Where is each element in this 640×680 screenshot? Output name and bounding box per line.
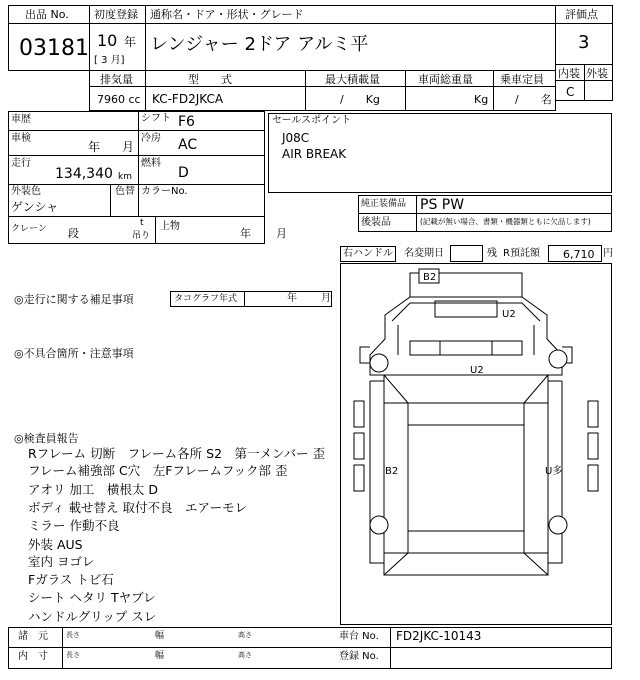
aircon-label: 冷房 [141, 133, 161, 144]
mark-u2-body: U2 [470, 365, 484, 376]
inspection-label: 車検 [11, 133, 31, 144]
capacity-value: / 名 [515, 93, 552, 106]
report-line: フレーム補強部 C穴 左Fフレームフック部 歪 [28, 463, 288, 478]
lot-label: 出品 No. [25, 8, 69, 21]
displacement-label: 排気量 [100, 73, 133, 86]
tachograph-label: タコグラフ年式 [174, 294, 238, 304]
registration-year: 10 [97, 31, 118, 50]
right-hand-drive-label: 右ハンドル [343, 248, 393, 259]
sales-point-line: J08C [282, 131, 310, 145]
report-line: ミラー 作動不良 [28, 518, 120, 533]
truck-damage-diagram [340, 263, 612, 625]
registration-number-label: 登録 No. [339, 651, 379, 662]
report-line: 室内 ヨゴレ [28, 554, 95, 569]
mark-u-right: U多 [545, 466, 563, 477]
report-line: Fガラス トビ石 [28, 572, 114, 587]
gross-weight-value: Kg [474, 93, 489, 106]
exterior-label: 外装 [586, 67, 608, 80]
color-number-label: カラーNo. [141, 186, 188, 197]
remaining-label: 残 [487, 248, 497, 259]
aftermarket-label: 後装品 [361, 217, 391, 228]
inner-height-label: 高さ [238, 651, 252, 659]
report-line: Rフレーム 切断 フレーム各所 S2 第一メンバー 歪 [28, 446, 326, 461]
deck-label: 上物 [160, 221, 180, 232]
mileage-label: 走行 [11, 158, 31, 169]
max-load-value: / Kg [340, 93, 380, 106]
car-name: レンジャー 2ドア アルミ平 [150, 34, 369, 55]
recycle-deposit-label: R預託額 [503, 248, 540, 259]
inspection-month-unit: 月 [122, 140, 135, 154]
inspector-report-heading: ◎検査員報告 [14, 432, 79, 445]
fuel-value: D [178, 165, 189, 181]
report-line: シート ヘタリ Tヤブレ [28, 590, 156, 605]
crane-stage-unit: 段 [68, 227, 79, 240]
color-value: ゲンシャ [11, 200, 59, 214]
crane-label: クレーン [11, 224, 47, 234]
inspection-year-unit: 年 [88, 140, 101, 154]
crane-ton-unit: t [140, 218, 144, 228]
aircon-value: AC [178, 137, 198, 153]
aftermarket-note: (記載が無い場合、書類・機器類ともに欠品します) [420, 217, 591, 226]
grade-label: 評価点 [565, 8, 598, 21]
spec-length-label: 長さ [66, 631, 80, 639]
recycle-deposit-unit: 円 [603, 248, 613, 259]
shift-value: F6 [178, 114, 195, 130]
specs-row-label: 諸 元 [18, 631, 48, 642]
genuine-equipment-label: 純正装備品 [361, 199, 407, 209]
report-line: アオリ 加工 横根太 D [28, 482, 158, 497]
diagram-frame [341, 264, 612, 625]
max-load-label: 最大積載量 [325, 73, 380, 86]
report-line: ボディ 載せ替え 取付不良 エアーモレ [28, 500, 248, 515]
spec-height-label: 高さ [238, 631, 252, 639]
mileage-unit: km [118, 172, 132, 182]
mark-b2-top: B2 [423, 272, 437, 283]
capacity-label: 乗車定員 [500, 73, 544, 86]
mark-u2-cab: U2 [502, 309, 516, 320]
tachograph-month-unit: 月 [321, 293, 331, 304]
inner-length-label: 長さ [66, 651, 80, 659]
tachograph-year-unit: 年 [287, 293, 297, 304]
overall-grade: 3 [578, 32, 590, 53]
deck-month-unit: 月 [276, 227, 287, 240]
dimensions-table [8, 627, 612, 669]
interior-label: 内装 [558, 67, 580, 80]
recycle-deposit-value: 6,710 [563, 248, 595, 261]
inner-dims-row-label: 内 寸 [18, 651, 48, 662]
sales-point-line: AIR BREAK [282, 147, 347, 161]
report-line: ハンドルグリップ スレ [28, 609, 157, 624]
first-registration-label: 初度登録 [94, 8, 138, 21]
registration-year-unit: 年 [124, 35, 137, 49]
history-label: 車歴 [11, 114, 31, 125]
genuine-equipment-value: PS PW [420, 197, 465, 213]
type-label: 型 式 [188, 73, 232, 86]
mark-b2-left: B2 [385, 466, 399, 477]
defects-heading: ◎不具合箇所・注意事項 [14, 347, 134, 360]
running-notes-heading: ◎走行に関する補足事項 [14, 293, 134, 306]
model-label: 通称名・ドア・形状・グレード [150, 8, 304, 21]
color-label: 外装色 [11, 186, 41, 197]
inner-width-label: 幅 [155, 651, 165, 661]
name-change-date-box [450, 245, 483, 262]
deck-year-unit: 年 [240, 227, 251, 240]
lot-number: 03181 [19, 36, 89, 61]
name-change-label: 名変期日 [404, 248, 444, 259]
spec-width-label: 幅 [155, 631, 165, 641]
type-value: KC-FD2JKCA [152, 92, 224, 106]
shift-label: シフト [141, 113, 171, 124]
crane-lift-unit: 吊り [132, 231, 151, 241]
fuel-label: 燃料 [141, 158, 161, 169]
chassis-number-label: 車台 No. [339, 631, 379, 642]
interior-grade: C [566, 85, 575, 99]
chassis-number-value: FD2JKC-10143 [396, 629, 482, 643]
displacement-value: 7960 cc [97, 93, 141, 106]
gross-weight-label: 車両総重量 [418, 73, 473, 86]
registration-month: [ 3 月] [94, 55, 125, 66]
report-line: 外装 AUS [28, 537, 83, 552]
sales-points-label: セールスポイント [272, 115, 352, 126]
mileage-value: 134,340 [55, 166, 113, 182]
color-change-label: 色替 [115, 186, 135, 197]
